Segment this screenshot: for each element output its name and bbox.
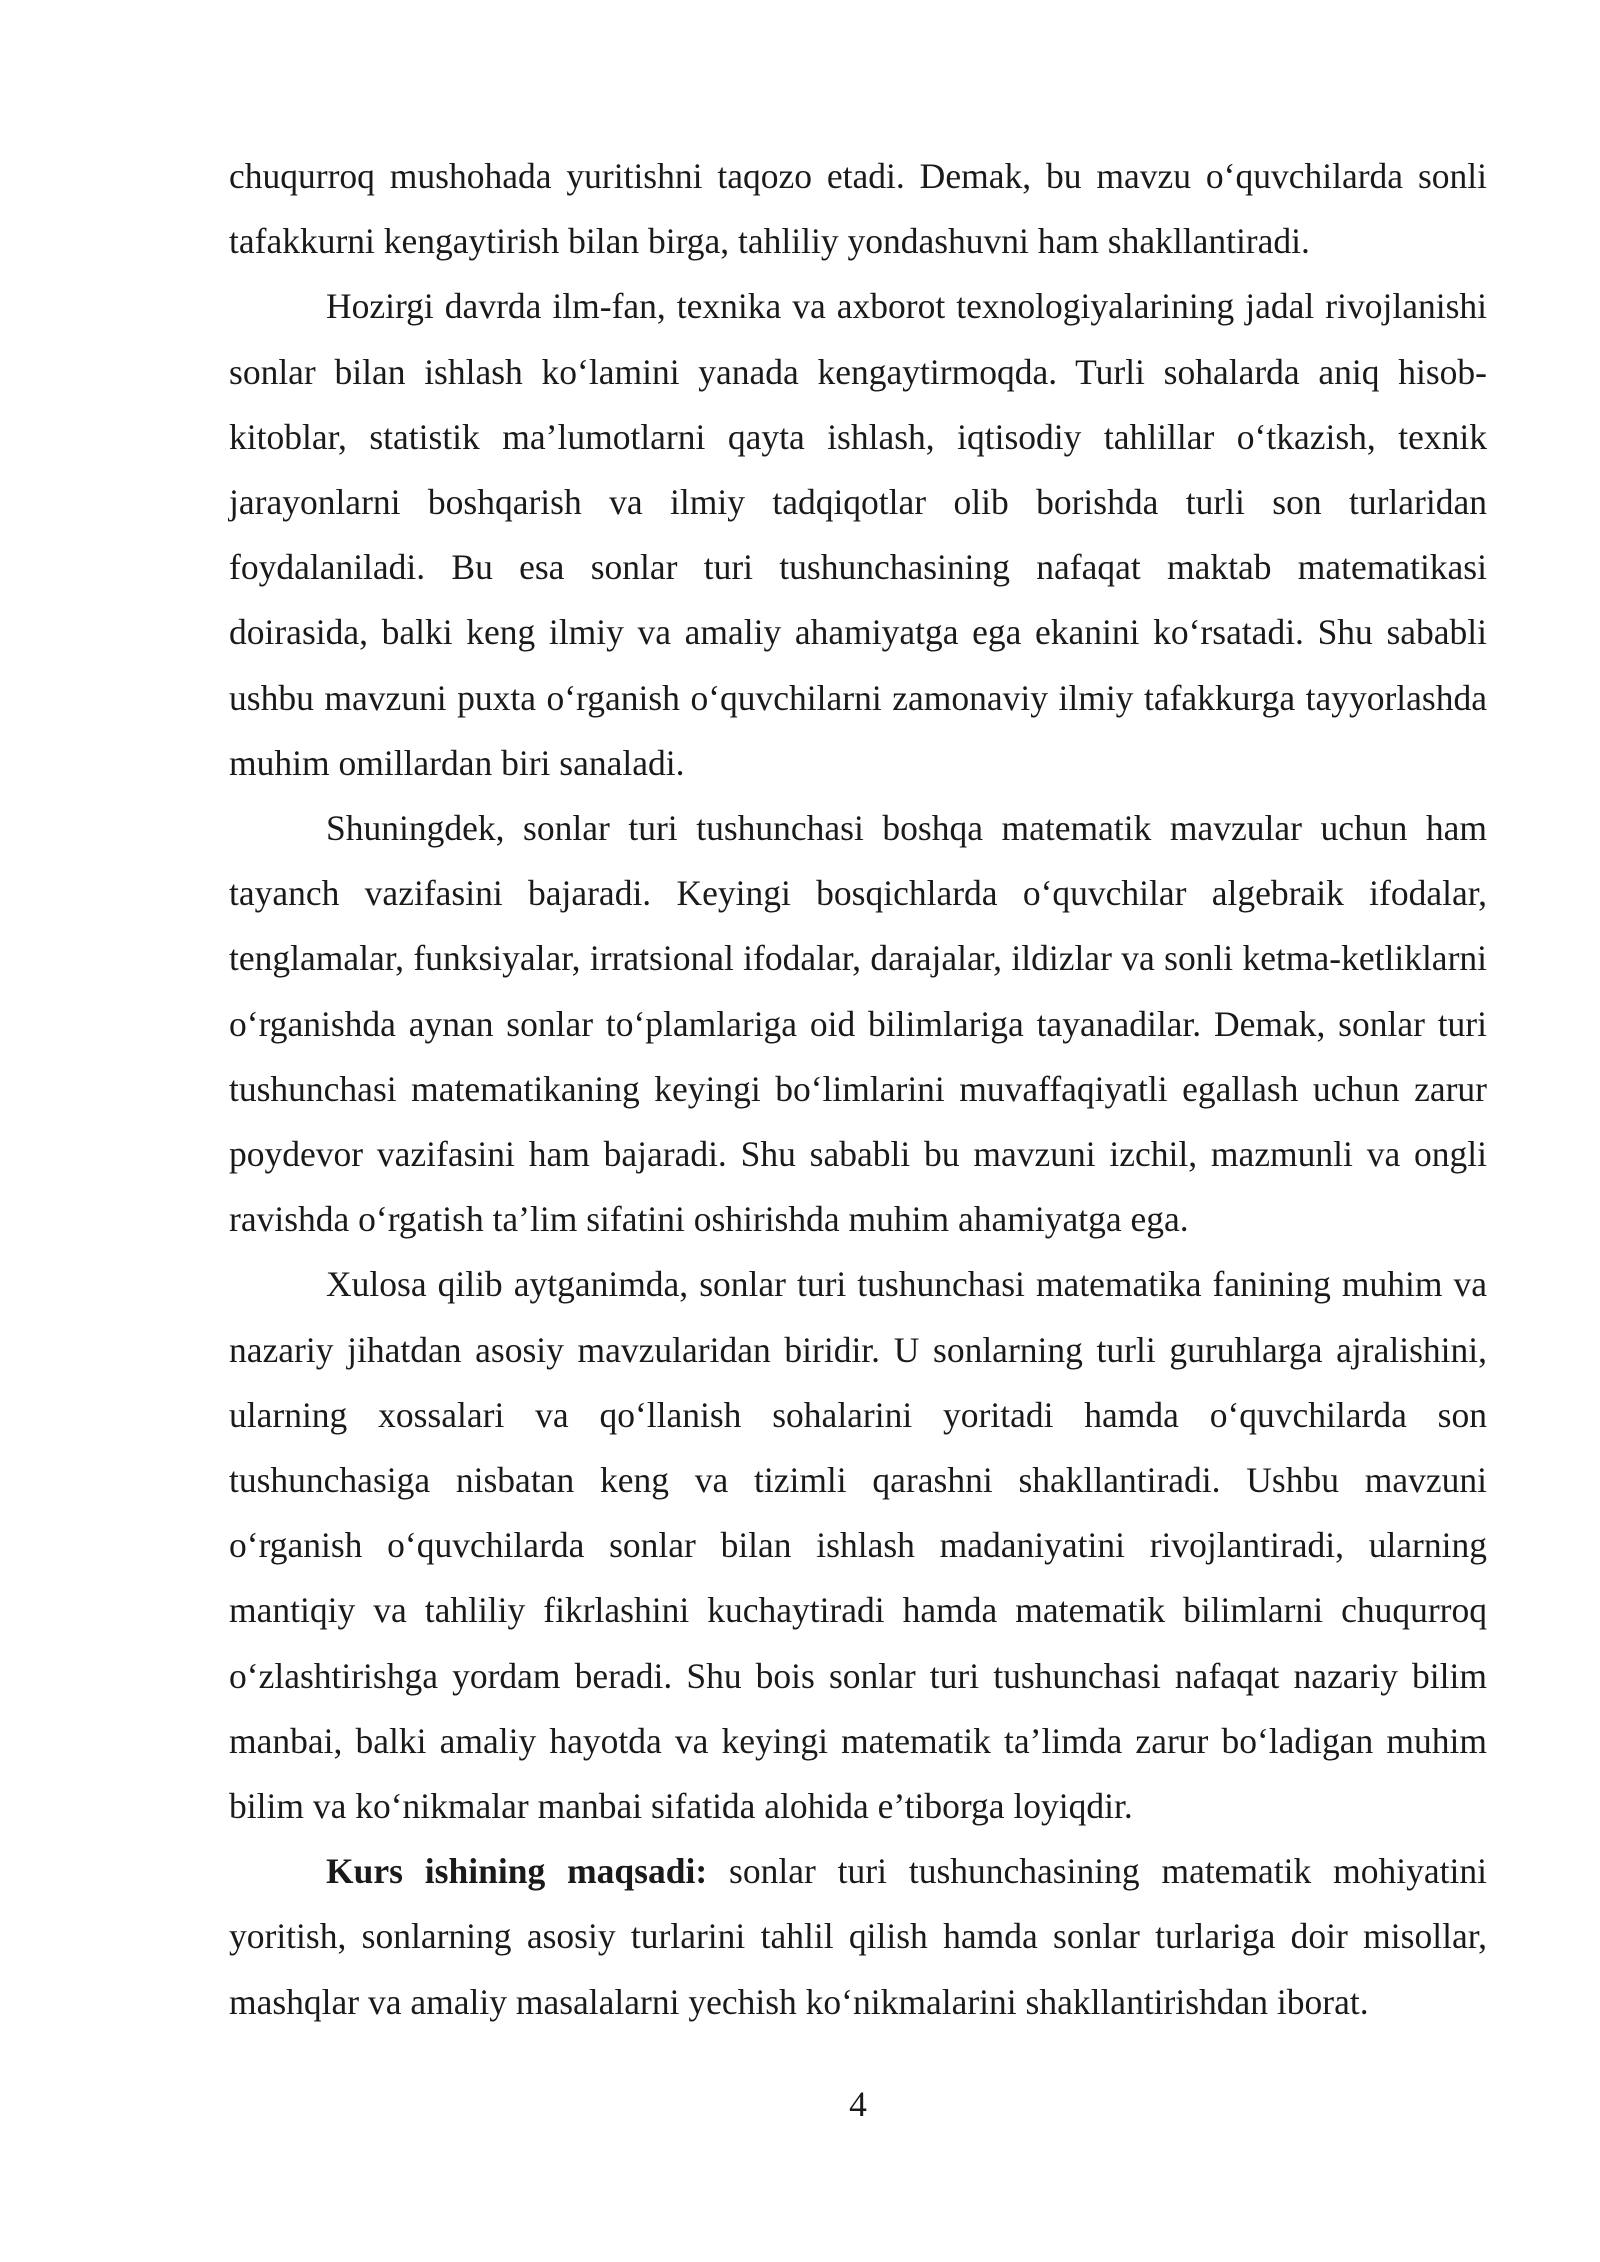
- paragraph-continuation: chuqurroq mushohada yuritishni taqozo etadi. Demak, bu mavzu o‘quvchilarda sonli tafakkurni kengaytirish bilan birga, tahliliy yondashuvni ham shakllantiradi.: [229, 156, 1487, 262]
- paragraph-modern-era: Hozirgi davrda ilm-fan, texnika va axborot texnologiyalarining jadal rivojlanishi sonlar bilan ishlash ko‘lamini yanada kengaytirmoqda. Turli sohalarda aniq hisob-kitoblar, statistik ma’lumotlarni qayta ishlash, iqtisodiy tahlillar o‘tkazish, texnik jarayonlarni boshqarish va ilmiy tadqiqotlar olib borishda turli son turlaridan foydalaniladi. Bu esa sonlar turi tushunchasining nafaqat maktab matematikasi doirasida, balki keng ilmiy va amaliy ahamiyatga ega ekanini ko‘rsatadi. Shu sababli ushbu mavzuni puxta o‘rganish o‘quvchilarni zamonaviy ilmiy tafakkurga tayyorlashda muhim omillardan biri sanaladi.: [229, 286, 1487, 783]
- paragraph-conclusion: Xulosa qilib aytganimda, sonlar turi tushunchasi matematika fanining muhim va nazariy jihatdan asosiy mavzularidan biridir. U sonlarning turli guruhlarga ajralishini, ularning xossalari va qo‘llanish sohalarini yoritadi hamda o‘quvchilarda son tushunchasiga nisbatan keng va tizimli qarashni shakllantiradi. Ushbu mavzuni o‘rganish o‘quvchilarda sonlar bilan ishlash madaniyatini rivojlantiradi, ularning mantiqiy va tahliliy fikrlashini kuchaytiradi hamda matematik bilimlarni chuqurroq o‘zlashtirishga yordam beradi. Shu bois sonlar turi tushunchasi nafaqat nazariy bilim manbai, balki amaliy hayotda va keyingi matematik ta’limda zarur bo‘ladigan muhim bilim va ko‘nikmalar manbai sifatida alohida e’tiborga loyiqdir.: [229, 1264, 1487, 1827]
- course-goal-text: sonlar turi tushunchasining matematik mohiyatini yoritish, sonlarning asosiy turlarini tahlil qilish hamda sonlar turlariga doir misollar, mashqlar va amaliy masalalarni yechish ko‘nikmalarini shakllantirishdan iborat.: [229, 1851, 1487, 2022]
- paragraph-course-goal: [229, 1839, 1487, 2035]
- paragraph-foundation: Shuningdek, sonlar turi tushunchasi boshqa matematik mavzular uchun ham tayanch vazifasini bajaradi. Keyingi bosqichlarda o‘quvchilar algebraik ifodalar, tenglamalar, funksiyalar, irratsional ifodalar, darajalar, ildizlar va sonli ketma-ketliklarni o‘rganishda aynan sonlar to‘plamlariga oid bilimlariga tayanadilar. Demak, sonlar turi tushunchasi matematikaning keyingi bo‘limlarini muvaffaqiyatli egallash uchun zarur poydevor vazifasini ham bajaradi. Shu sababli bu mavzuni izchil, mazmunli va ongli ravishda o‘rgatish ta’lim sifatini oshirishda muhim ahamiyatga ega.: [229, 808, 1487, 1240]
- course-goal-label: Kurs ishining maqsadi:: [326, 1851, 708, 1892]
- page-number: 4: [849, 2084, 867, 2124]
- body-text: [229, 144, 1487, 2035]
